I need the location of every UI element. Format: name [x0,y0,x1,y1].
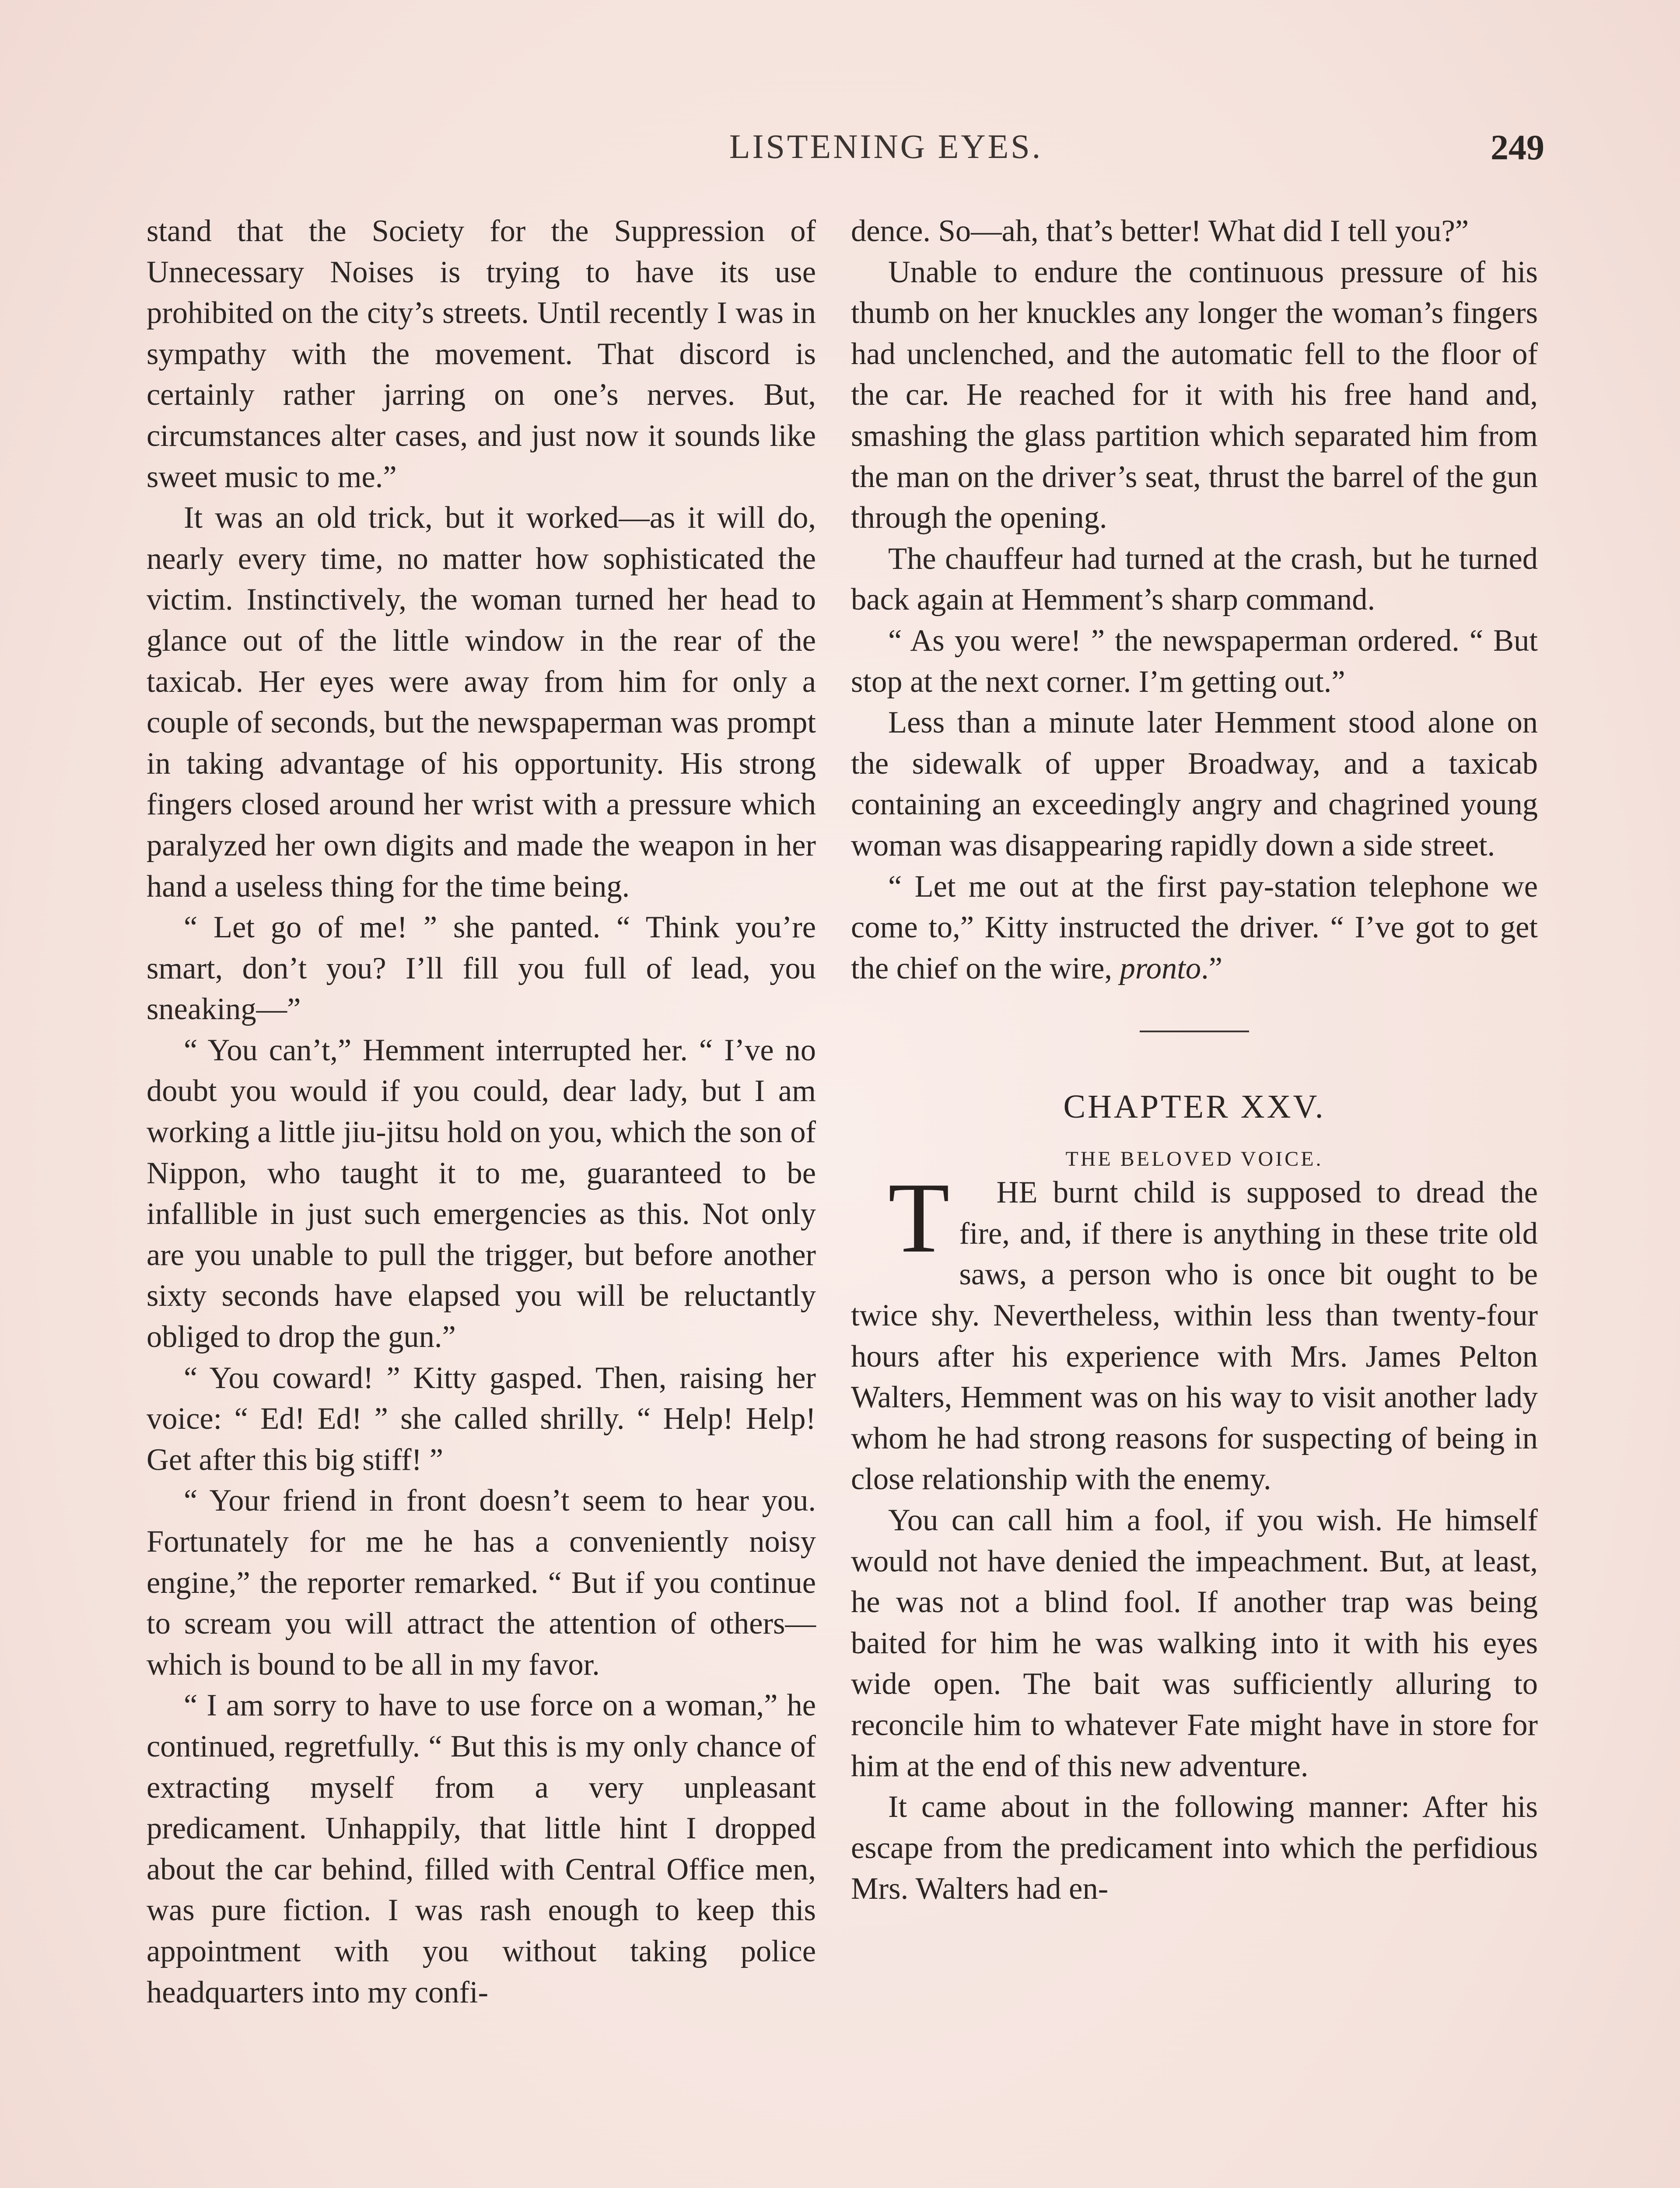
opening-paragraph [851,1162,1538,1500]
text-run: “ Let me out at the first pay-station telephone we come to,” Kitty instructed the driver. “ I’ve got to get the chief on the wire, [851,869,1538,985]
italic-word: pronto [1120,951,1201,985]
left-column [147,211,816,2013]
right-column [851,211,1538,1910]
paragraph: stand that the Society for the Suppression of Unnecessary Noises is trying to have its use prohibited on the city’s streets. Until recently I was in sympathy with the movement. That discord is certainly rather jarring on one’s nerves. But, circumstances alter cases, and just now it sounds like sweet music to me.” [147,214,816,494]
paragraph: “ You coward! ” Kitty gasped. Then, raising her voice: “ Ed! Ed! ” she called shrilly. “ Help! Help! Get after this big stiff! ” [147,1360,816,1477]
paragraph: “ I am sorry to have to use force on a woman,” he continued, regretfully. “ But this is my only chance of extracting myself from a very unpleasant predicament. Unhappily, that little hint I dropped about the car behind, filled with Central Office men, was pure fiction. I was rash enough to keep this appointment with you without taking police headquarters into my confi- [147,1688,816,2009]
text-run: .” [1201,951,1223,985]
chapter-heading: CHAPTER XXV. [1063,1088,1326,1126]
paragraph: “ As you were! ” the newspaperman ordered. “ But stop at the next corner. I’m getting out.” [851,623,1538,699]
paragraph: It came about in the following manner: After his escape from the predicament into which the perfidious Mrs. Walters had en- [851,1790,1538,1906]
opening-text: HE burnt child is supposed to dread the fire, and, if there is anything in these trite old saws, a person who is once bit ought to be twice shy. Nevertheless, within less than twenty-four hours after his experience with Mrs. James Pelton Walters, Hemment was on his way to visit another lady whom he had strong reasons for suspecting of being in close relationship with the enemy. [851,1175,1538,1497]
running-title: LISTENING EYES. [729,127,1043,165]
paragraph: Less than a minute later Hemment stood alone on the sidewalk of upper Broadway, and a taxicab containing an exceedingly angry and chagrined young woman was disappearing rapidly down a side street. [851,705,1538,863]
chapter-subtitle: THE BELOVED VOICE. [1065,1147,1323,1171]
paragraph: “ You can’t,” Hemment interrupted her. “ I’ve no doubt you would if you could, dear lady, but I am working a little jiu-jitsu hold on you, which the son of Nippon, who taught it to me, guaranteed to be infallible in just such emergencies as this. Not only are you unable to pull the trigger, but before another sixty seconds have elapsed you will be reluctantly obliged to drop the gun.” [147,1033,816,1354]
page-number: 249 [1491,127,1544,167]
paragraph: “ Your friend in front doesn’t seem to hear you. Fortunately for me he has a conveniently noisy engine,” the reporter remarked. “ But if you continue to scream you will attract the attention of others—which is bound to be all in my favor. [147,1483,816,1682]
drop-cap: T [888,1162,950,1274]
paragraph: dence. So—ah, that’s better! What did I tell you?” [851,214,1469,248]
page-header [0,127,1680,175]
paragraph-kitty-instruction [851,866,1538,989]
paragraph: It was an old trick, but it worked—as it will do, nearly every time, no matter how sophisticated the victim. Instinctively, the woman turned her head to glance out of the little window in the rear of the taxicab. Her eyes were away from him for only a couple of seconds, but the newspaperman was prompt in taking advantage of his opportunity. His strong fingers closed around her wrist with a pressure which paralyzed her own digits and made the weapon in her hand a useless thing for the time being. [147,501,816,904]
paragraph: Unable to endure the continuous pressure of his thumb on her knuckles any longer the woman’s fingers had unclenched, and the automatic fell to the floor of the car. He reached for it with his free hand and, smashing the glass partition which separated him from the man on the driver’s seat, thrust the barrel of the gun through the opening. [851,255,1538,535]
paragraph: You can call him a fool, if you wish. He himself would not have denied the impeachment. But, at least, he was not a blind fool. If another trap was being baited for him he was walking into it with his eyes wide open. The bait was sufficiently alluring to reconcile him to whatever Fate might have in store for him at the end of this new adventure. [851,1503,1538,1783]
paragraph: The chauffeur had turned at the crash, but he turned back again at Hemment’s sharp command. [851,541,1538,617]
section-divider [1140,1031,1249,1032]
paragraph: “ Let go of me! ” she panted. “ Think you’re smart, don’t you? I’ll fill you full of lead, you sneaking—” [147,910,816,1027]
